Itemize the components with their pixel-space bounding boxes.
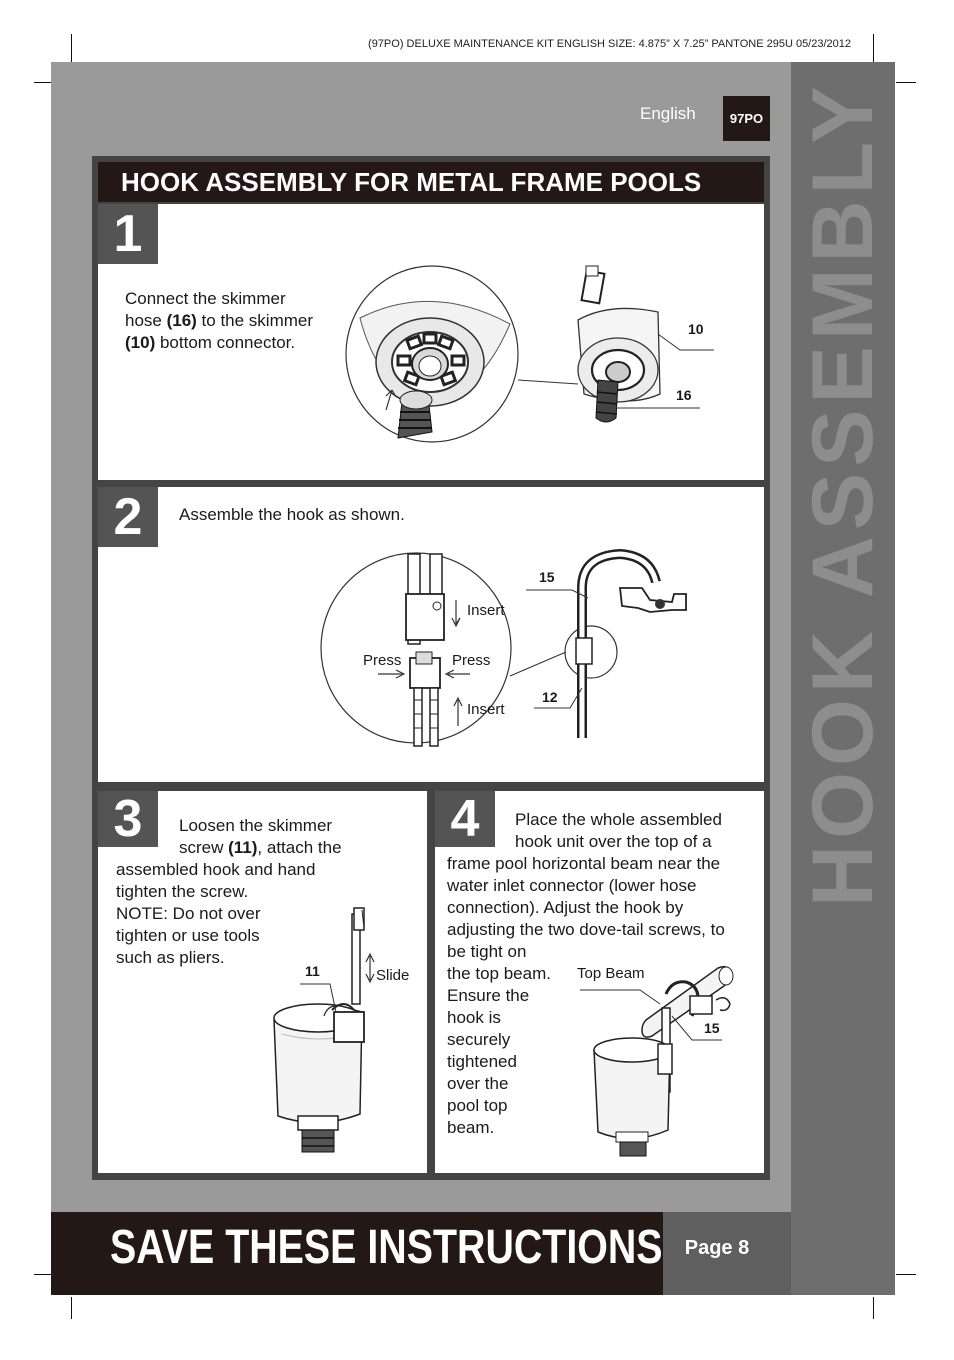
crop-mark — [896, 1274, 916, 1275]
step-4-badge: 4 — [435, 791, 495, 847]
callout-15: 15 — [539, 569, 555, 585]
step-4-text-line-8: the top beam. — [447, 964, 551, 983]
print-spec-line: (97PO) DELUXE MAINTENANCE KIT ENGLISH SIZE: 4.875” X 7.25” PANTONE 295U 05/23/2012 — [368, 38, 851, 50]
side-band — [791, 62, 895, 1295]
step-1-badge: 1 — [98, 204, 158, 264]
step-4-text-line-3: frame pool horizontal beam near the — [447, 854, 721, 873]
step-3-text-line-5: NOTE: Do not over — [116, 904, 261, 923]
model-badge: 97PO — [723, 96, 770, 141]
label-press-left: Press — [363, 652, 402, 669]
label-insert-top: Insert — [467, 602, 505, 619]
step-4-text-line-7: be tight on — [447, 942, 527, 961]
skimmer-hook-attach-illustration — [268, 904, 418, 1160]
step-4-text-line-13: over the — [447, 1074, 509, 1093]
crop-mark — [71, 1297, 72, 1319]
side-title: HOOK ASSEMBLY — [795, 80, 891, 907]
callout-15-step4: 15 — [704, 1020, 720, 1036]
page-number: Page 8 — [684, 1237, 750, 1259]
step-4-text-line-15: beam. — [447, 1118, 495, 1137]
step-1-text: Connect the skimmer hose (16) to the skimmer (10) bottom connector. — [125, 289, 314, 352]
label-slide: Slide — [376, 967, 410, 984]
hook-on-beam-illustration — [580, 960, 750, 1160]
step-3-text-line-1: Loosen the skimmer — [179, 816, 333, 835]
step-4-text-line-6: adjusting the two dove-tail screws, to — [447, 920, 725, 939]
step-3-text-line-3: assembled hook and hand — [116, 860, 316, 879]
label-press-right: Press — [452, 652, 491, 669]
step-2-text: Assemble the hook as shown. — [179, 505, 405, 524]
step-4-text-line-1: Place the whole assembled — [515, 810, 722, 829]
step-3-text-line-6: tighten or use tools — [116, 926, 260, 945]
step-4-text-line-11: securely — [447, 1030, 511, 1049]
step-4-text-line-12: tightened — [447, 1052, 517, 1071]
step-4-text-line-14: pool top — [447, 1096, 508, 1115]
callout-16: 16 — [676, 387, 692, 403]
callout-12: 12 — [542, 689, 558, 705]
section-title: HOOK ASSEMBLY FOR METAL FRAME POOLS — [121, 167, 702, 197]
footer-title: SAVE THESE INSTRUCTIONS — [110, 1221, 663, 1274]
callout-10: 10 — [688, 321, 704, 337]
callout-11: 11 — [305, 963, 320, 979]
skimmer-connection-illustration — [340, 262, 740, 452]
step-3-text-line-2: screw (11), attach the — [179, 838, 342, 857]
language-label: English — [640, 104, 696, 123]
step-3-text-line-4: tighten the screw. — [116, 882, 249, 901]
crop-mark — [873, 1297, 874, 1319]
step-4-text-line-5: connection). Adjust the hook by — [447, 898, 684, 917]
step-4-text-line-4: water inlet connector (lower hose — [447, 876, 697, 895]
crop-mark — [873, 34, 874, 62]
step-3-text-line-7: such as pliers. — [116, 948, 225, 967]
crop-mark — [896, 82, 916, 83]
step-4-text-line-9: Ensure the — [447, 986, 530, 1005]
step-4-text-line-2: hook unit over the top of a — [515, 832, 712, 851]
step-3-badge: 3 — [98, 791, 158, 847]
step-2-badge: 2 — [98, 487, 158, 547]
label-insert-bottom: Insert — [467, 701, 505, 718]
label-top-beam: Top Beam — [577, 965, 645, 982]
step-4-text-line-10: hook is — [447, 1008, 501, 1027]
hook-assembly-illustration — [320, 548, 710, 753]
